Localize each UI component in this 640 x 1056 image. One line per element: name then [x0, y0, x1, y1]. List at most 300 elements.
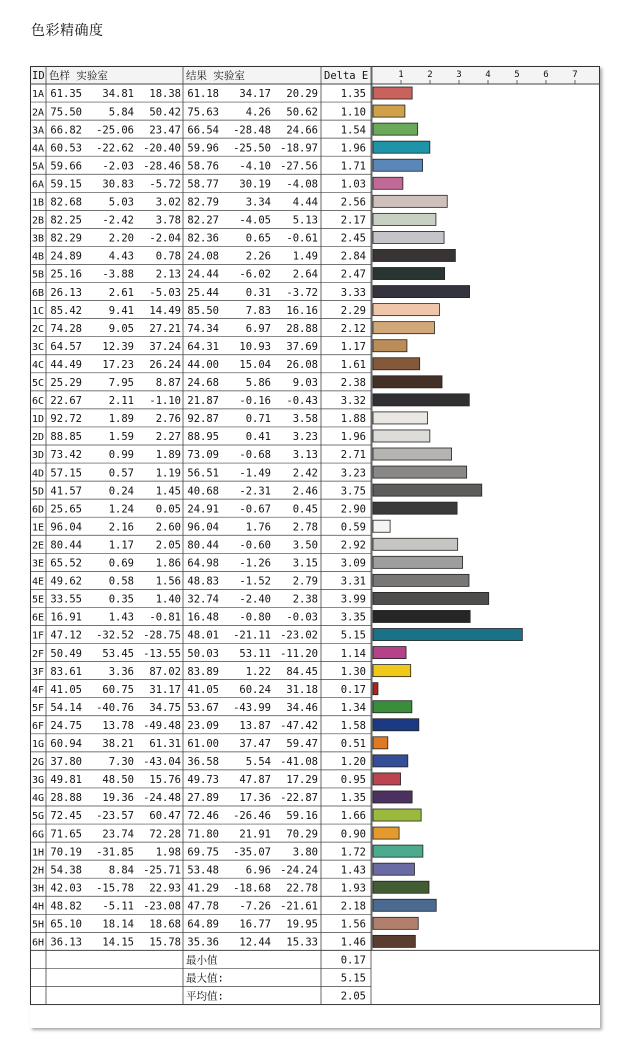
delta-e-bar — [373, 592, 489, 604]
result-lab-value: 64.98 — [187, 557, 219, 570]
result-lab-value: 30.19 — [239, 178, 271, 191]
sample-lab-value: -2.04 — [149, 232, 181, 245]
result-lab-value: 58.76 — [187, 160, 219, 173]
sample-lab-value: 88.85 — [50, 431, 82, 444]
delta-e-value: 3.31 — [340, 575, 366, 588]
result-lab-value: 44.00 — [187, 358, 219, 371]
delta-e-value: 1.58 — [340, 719, 366, 732]
delta-e-value: 2.17 — [340, 214, 366, 227]
result-lab-value: -0.67 — [239, 503, 271, 516]
sample-lab-value: -25.06 — [96, 124, 134, 137]
result-lab-value: 6.96 — [245, 864, 271, 877]
delta-e-bar — [373, 881, 429, 893]
sample-lab-value: 42.03 — [50, 882, 82, 895]
sample-lab-value: 12.39 — [102, 340, 134, 353]
delta-e-bar — [373, 286, 470, 298]
delta-e-value: 2.29 — [340, 304, 366, 317]
result-lab-value: 1.76 — [245, 521, 271, 534]
result-lab-value: -18.97 — [280, 142, 318, 155]
delta-e-bar — [373, 665, 411, 677]
result-lab-value: -18.68 — [233, 882, 271, 895]
result-lab-value: 82.36 — [187, 232, 219, 245]
result-lab-value: 56.51 — [187, 467, 219, 480]
sample-lab-value: 50.49 — [50, 647, 82, 660]
sample-lab-value: -5.03 — [149, 286, 181, 299]
result-lab-value: 53.11 — [239, 647, 271, 660]
delta-e-bar — [373, 213, 436, 225]
result-lab-value: -0.61 — [286, 232, 318, 245]
summary-value: 2.05 — [340, 990, 366, 1003]
result-lab-value: 88.95 — [187, 431, 219, 444]
result-lab-value: -3.72 — [286, 286, 318, 299]
delta-e-value: 0.51 — [340, 738, 366, 750]
header-result: 结果 实验室 — [186, 70, 245, 82]
delta-e-value: 2.45 — [340, 232, 366, 245]
sample-lab-value: 49.81 — [50, 774, 82, 787]
result-lab-value: 3.34 — [245, 196, 271, 209]
sample-lab-value: 61.31 — [149, 738, 181, 750]
delta-e-bar — [373, 502, 457, 514]
result-lab-value: 47.87 — [239, 774, 271, 787]
row-id: 1A — [32, 89, 45, 101]
sample-lab-value: 0.78 — [155, 250, 181, 263]
delta-e-value: 3.75 — [340, 485, 366, 498]
result-lab-value: -1.26 — [239, 557, 271, 570]
result-lab-value: 5.86 — [245, 377, 271, 389]
result-lab-value: 36.58 — [187, 756, 219, 769]
sample-lab-value: 1.56 — [155, 575, 181, 588]
sample-lab-value: -24.48 — [143, 792, 181, 805]
sample-lab-value: 47.12 — [50, 629, 82, 642]
sample-lab-value: 9.41 — [108, 304, 134, 317]
row-id: 3D — [32, 450, 45, 462]
delta-e-value: 1.35 — [340, 792, 366, 805]
row-id: 1B — [32, 197, 45, 209]
delta-e-value: 2.12 — [340, 322, 366, 335]
sample-lab-value: 5.84 — [108, 106, 134, 119]
sample-lab-value: 31.17 — [149, 683, 181, 696]
sample-lab-value: 2.20 — [108, 232, 134, 245]
summary-value: 0.17 — [340, 954, 366, 967]
delta-e-bar — [373, 538, 458, 550]
result-lab-value: -1.52 — [239, 575, 271, 588]
row-id: 6C — [32, 396, 45, 408]
result-lab-value: 60.24 — [239, 683, 271, 696]
row-id: 5B — [32, 269, 45, 281]
sample-lab-value: 70.19 — [50, 846, 82, 859]
result-lab-value: 50.62 — [286, 106, 318, 119]
result-lab-value: 3.80 — [292, 846, 318, 859]
sample-lab-value: 41.05 — [50, 683, 82, 696]
row-id: 5H — [32, 919, 45, 931]
result-lab-value: -0.16 — [239, 395, 271, 408]
sample-lab-value: 72.28 — [149, 828, 181, 841]
result-lab-value: 37.69 — [286, 340, 318, 353]
delta-e-value: 5.15 — [340, 629, 366, 642]
sample-lab-value: 18.38 — [149, 88, 181, 101]
delta-e-value: 1.14 — [340, 647, 366, 660]
summary-value: 5.15 — [340, 972, 366, 985]
result-lab-value: 5.13 — [292, 214, 318, 227]
row-id: 5F — [32, 702, 45, 714]
delta-e-bar — [373, 827, 399, 839]
delta-e-value: 3.99 — [340, 593, 366, 606]
delta-e-bar — [373, 322, 434, 334]
sample-lab-value: 34.81 — [102, 88, 134, 101]
result-lab-value: 59.96 — [187, 142, 219, 155]
sample-lab-value: 48.82 — [50, 900, 82, 913]
sample-lab-value: 54.38 — [50, 864, 82, 877]
result-lab-value: 10.93 — [239, 340, 271, 353]
sample-lab-value: -3.88 — [102, 268, 134, 281]
row-id: 3E — [32, 558, 45, 570]
row-id: 5A — [32, 161, 45, 173]
result-lab-value: -2.31 — [239, 485, 271, 498]
result-lab-value: 37.47 — [239, 738, 271, 750]
sample-lab-value: -23.08 — [143, 900, 181, 913]
sample-lab-value: 0.57 — [108, 467, 134, 480]
result-lab-value: 4.44 — [292, 196, 318, 209]
delta-e-bar — [373, 159, 423, 171]
row-id: 4H — [32, 901, 45, 913]
result-lab-value: 34.17 — [239, 88, 271, 101]
row-id: 4B — [32, 251, 45, 263]
row-id: 2E — [32, 540, 45, 552]
delta-e-bar — [373, 268, 445, 280]
delta-e-value: 1.20 — [340, 756, 366, 769]
result-lab-value: -4.05 — [239, 214, 271, 227]
result-lab-value: 53.48 — [187, 864, 219, 877]
sample-lab-value: 18.14 — [102, 918, 134, 931]
result-lab-value: -0.03 — [286, 611, 318, 624]
delta-e-bar — [373, 791, 412, 803]
result-lab-value: 49.73 — [187, 774, 219, 787]
header-sample: 色样 实验室 — [49, 70, 108, 82]
row-id: 3F — [32, 666, 45, 678]
sample-lab-value: 24.75 — [50, 719, 82, 732]
result-lab-value: -43.99 — [233, 701, 271, 714]
delta-e-value: 1.34 — [340, 701, 366, 714]
row-id: 2G — [32, 757, 45, 769]
result-lab-value: -11.20 — [280, 647, 318, 660]
sample-lab-value: 0.05 — [155, 503, 181, 516]
delta-e-value: 3.23 — [340, 467, 366, 480]
result-lab-value: 2.79 — [292, 575, 318, 588]
sample-lab-value: 33.55 — [50, 593, 82, 606]
delta-e-bar — [373, 304, 439, 316]
row-id: 2C — [32, 323, 45, 335]
delta-e-value: 0.90 — [340, 828, 366, 841]
sample-lab-value: 1.59 — [108, 431, 134, 444]
result-lab-value: 17.36 — [239, 792, 271, 805]
result-lab-value: 1.49 — [292, 250, 318, 263]
sample-lab-value: 85.42 — [50, 304, 82, 317]
sample-lab-value: 92.72 — [50, 413, 82, 426]
result-lab-value: 41.29 — [187, 882, 219, 895]
result-lab-value: -21.11 — [233, 629, 271, 642]
row-id: 6D — [32, 504, 45, 516]
result-lab-value: 59.47 — [286, 738, 318, 750]
delta-e-bar — [373, 917, 418, 929]
delta-e-value: 1.88 — [340, 413, 366, 426]
row-id: 2A — [32, 107, 45, 119]
delta-e-value: 2.18 — [340, 900, 366, 913]
delta-e-value: 1.56 — [340, 918, 366, 931]
result-lab-value: 17.29 — [286, 774, 318, 787]
result-lab-value: -24.24 — [280, 864, 318, 877]
result-lab-value: -4.10 — [239, 160, 271, 173]
result-lab-value: 48.01 — [187, 629, 219, 642]
sample-lab-value: 96.04 — [50, 521, 82, 534]
sample-lab-value: 2.61 — [108, 286, 134, 299]
result-lab-value: 26.08 — [286, 358, 318, 371]
sample-lab-value: 73.42 — [50, 449, 82, 462]
delta-e-chart — [30, 66, 600, 1028]
result-lab-value: -7.26 — [239, 900, 271, 913]
result-lab-value: 0.41 — [245, 431, 271, 444]
summary-label: 最大值: — [186, 972, 224, 985]
row-id: 4A — [32, 143, 45, 155]
result-lab-value: 7.83 — [245, 304, 271, 317]
delta-e-bar — [373, 430, 430, 442]
result-lab-value: 20.29 — [286, 88, 318, 101]
summary-label: 最小值 — [186, 954, 218, 967]
sample-lab-value: 41.57 — [50, 485, 82, 498]
delta-e-value: 1.17 — [340, 340, 366, 353]
sample-lab-value: 2.60 — [155, 521, 181, 534]
result-lab-value: 16.48 — [187, 611, 219, 624]
result-lab-value: 15.33 — [286, 936, 318, 949]
row-id: 4D — [32, 468, 45, 480]
delta-e-value: 2.38 — [340, 377, 366, 389]
result-lab-value: 24.44 — [187, 268, 219, 281]
result-lab-value: 0.65 — [245, 232, 271, 245]
result-lab-value: 24.91 — [187, 503, 219, 516]
sample-lab-value: -22.62 — [96, 142, 134, 155]
row-id: 5D — [32, 486, 45, 498]
result-lab-value: -35.07 — [233, 846, 271, 859]
delta-e-value: 3.32 — [340, 395, 366, 408]
scale-tick-label: 2 — [427, 70, 433, 80]
result-lab-value: -0.80 — [239, 611, 271, 624]
row-id: 4F — [32, 684, 45, 696]
sample-lab-value: 23.74 — [102, 828, 134, 841]
sample-lab-value: 27.21 — [149, 322, 181, 335]
summary-label: 平均值: — [186, 990, 224, 1003]
delta-e-value: 1.96 — [340, 142, 366, 155]
result-lab-value: 12.44 — [239, 936, 271, 949]
delta-e-bar — [373, 448, 452, 460]
delta-e-bar — [373, 177, 403, 189]
row-id: 3H — [32, 883, 45, 895]
sample-lab-value: 26.24 — [149, 358, 181, 371]
sample-lab-value: 0.69 — [108, 557, 134, 570]
sample-lab-value: 15.78 — [149, 936, 181, 949]
result-lab-value: 21.87 — [187, 395, 219, 408]
sample-lab-value: 25.16 — [50, 268, 82, 281]
sample-lab-value: 44.49 — [50, 358, 82, 371]
sample-lab-value: 14.49 — [149, 304, 181, 317]
delta-e-bar — [373, 809, 421, 821]
delta-e-value: 1.30 — [340, 665, 366, 678]
sample-lab-value: 59.66 — [50, 160, 82, 173]
row-id: 3A — [32, 125, 45, 137]
sample-lab-value: 8.87 — [155, 377, 181, 389]
sample-lab-value: 65.52 — [50, 557, 82, 570]
result-lab-value: -0.60 — [239, 539, 271, 552]
scale-tick-label: 6 — [543, 70, 549, 80]
delta-e-bar — [373, 340, 407, 352]
delta-e-bar — [373, 394, 469, 406]
sample-lab-value: 34.75 — [149, 701, 181, 714]
result-lab-value: 80.44 — [187, 539, 219, 552]
sample-lab-value: 2.16 — [108, 521, 134, 534]
sample-lab-value: 16.91 — [50, 611, 82, 624]
result-lab-value: 3.50 — [292, 539, 318, 552]
result-lab-value: 71.80 — [187, 828, 219, 841]
result-lab-value: 74.34 — [187, 322, 219, 335]
delta-e-bar — [373, 195, 447, 207]
result-lab-value: 2.26 — [245, 250, 271, 263]
delta-e-bar — [373, 737, 388, 749]
result-lab-value: -28.48 — [233, 124, 271, 137]
sample-lab-value: -20.40 — [143, 142, 181, 155]
row-id: 1D — [32, 414, 45, 426]
row-id: 6B — [32, 287, 45, 299]
delta-e-bar — [373, 249, 455, 261]
scale-tick-label: 3 — [456, 70, 462, 80]
row-id: 6H — [32, 937, 45, 949]
sample-lab-value: 2.11 — [108, 395, 134, 408]
delta-e-value: 3.09 — [340, 557, 366, 570]
delta-e-bar — [373, 141, 430, 153]
result-lab-value: 58.77 — [187, 178, 219, 191]
delta-e-bar — [373, 87, 412, 99]
result-lab-value: -21.61 — [280, 900, 318, 913]
sample-lab-value: 22.67 — [50, 395, 82, 408]
delta-e-bar — [373, 358, 420, 370]
sample-lab-value: 13.78 — [102, 719, 134, 732]
sample-lab-value: 82.29 — [50, 232, 82, 245]
sample-lab-value: 83.61 — [50, 665, 82, 678]
result-lab-value: 0.71 — [245, 413, 271, 426]
sample-lab-value: -25.71 — [143, 864, 181, 877]
sample-lab-value: 25.29 — [50, 377, 82, 389]
delta-e-value: 0.17 — [340, 683, 366, 696]
delta-e-bar — [373, 647, 406, 659]
delta-e-bar — [373, 899, 436, 911]
sample-lab-value: -28.75 — [143, 629, 181, 642]
result-lab-value: -25.50 — [233, 142, 271, 155]
sample-lab-value: 60.75 — [102, 683, 134, 696]
delta-e-bar — [373, 231, 444, 243]
result-lab-value: 47.78 — [187, 900, 219, 913]
delta-e-bar — [373, 845, 423, 857]
header-id: ID — [32, 70, 45, 82]
result-lab-value: 1.22 — [245, 665, 271, 678]
sample-lab-value: -2.03 — [102, 160, 134, 173]
sample-lab-value: 1.45 — [155, 485, 181, 498]
result-lab-value: -23.02 — [280, 629, 318, 642]
sample-lab-value: 75.50 — [50, 106, 82, 119]
sample-lab-value: 1.43 — [108, 611, 134, 624]
row-id: 5E — [32, 594, 45, 606]
delta-e-value: 2.92 — [340, 539, 366, 552]
result-lab-value: 64.89 — [187, 918, 219, 931]
sample-lab-value: 0.58 — [108, 575, 134, 588]
row-id: 6G — [32, 829, 45, 841]
result-lab-value: -27.56 — [280, 160, 318, 173]
row-id: 2B — [32, 215, 45, 227]
result-lab-value: 25.44 — [187, 286, 219, 299]
delta-e-value: 0.59 — [340, 521, 366, 534]
delta-e-value: 1.03 — [340, 178, 366, 191]
sample-lab-value: 60.94 — [50, 738, 82, 750]
delta-e-value: 3.33 — [340, 286, 366, 299]
row-id: 4E — [32, 576, 45, 588]
result-lab-value: 3.15 — [292, 557, 318, 570]
delta-e-bar — [373, 574, 469, 586]
result-lab-value: -22.87 — [280, 792, 318, 805]
delta-e-value: 0.95 — [340, 774, 366, 787]
sample-lab-value: 1.89 — [155, 449, 181, 462]
delta-e-bar — [373, 376, 442, 388]
result-lab-value: 31.18 — [286, 683, 318, 696]
sample-lab-value: 60.47 — [149, 810, 181, 823]
row-id: 6F — [32, 720, 45, 732]
sample-lab-value: 82.25 — [50, 214, 82, 227]
delta-e-value: 2.90 — [340, 503, 366, 516]
result-lab-value: -6.02 — [239, 268, 271, 281]
delta-e-bar — [373, 701, 412, 713]
sample-lab-value: -43.04 — [143, 756, 181, 769]
sample-lab-value: 1.98 — [155, 846, 181, 859]
result-lab-value: -47.42 — [280, 719, 318, 732]
row-id: 3B — [32, 233, 45, 245]
sample-lab-value: 36.13 — [50, 936, 82, 949]
sample-lab-value: 8.84 — [108, 864, 134, 877]
result-lab-value: 70.29 — [286, 828, 318, 841]
result-lab-value: 23.09 — [187, 719, 219, 732]
row-id: 2F — [32, 648, 45, 660]
sample-lab-value: 30.83 — [102, 178, 134, 191]
delta-e-bar — [373, 412, 428, 424]
sample-lab-value: 54.14 — [50, 701, 82, 714]
result-lab-value: 82.79 — [187, 196, 219, 209]
row-id: 2H — [32, 865, 45, 877]
sample-lab-value: -32.52 — [96, 629, 134, 642]
result-lab-value: 64.31 — [187, 340, 219, 353]
result-lab-value: 84.45 — [286, 665, 318, 678]
delta-e-bar — [373, 520, 390, 532]
result-lab-value: 9.03 — [292, 377, 318, 389]
result-lab-value: 66.54 — [187, 124, 219, 137]
result-lab-value: 73.09 — [187, 449, 219, 462]
sample-lab-value: -28.46 — [143, 160, 181, 173]
sample-lab-value: 50.42 — [149, 106, 181, 119]
result-lab-value: 75.63 — [187, 106, 219, 119]
sample-lab-value: 7.95 — [108, 377, 134, 389]
delta-e-bar — [373, 719, 419, 731]
delta-e-value: 1.66 — [340, 810, 366, 823]
result-lab-value: 6.97 — [245, 322, 271, 335]
result-lab-value: 53.67 — [187, 701, 219, 714]
sample-lab-value: -40.76 — [96, 701, 134, 714]
result-lab-value: 24.08 — [187, 250, 219, 263]
delta-e-bar — [373, 484, 482, 496]
result-lab-value: 3.13 — [292, 449, 318, 462]
delta-e-bar — [373, 629, 522, 641]
